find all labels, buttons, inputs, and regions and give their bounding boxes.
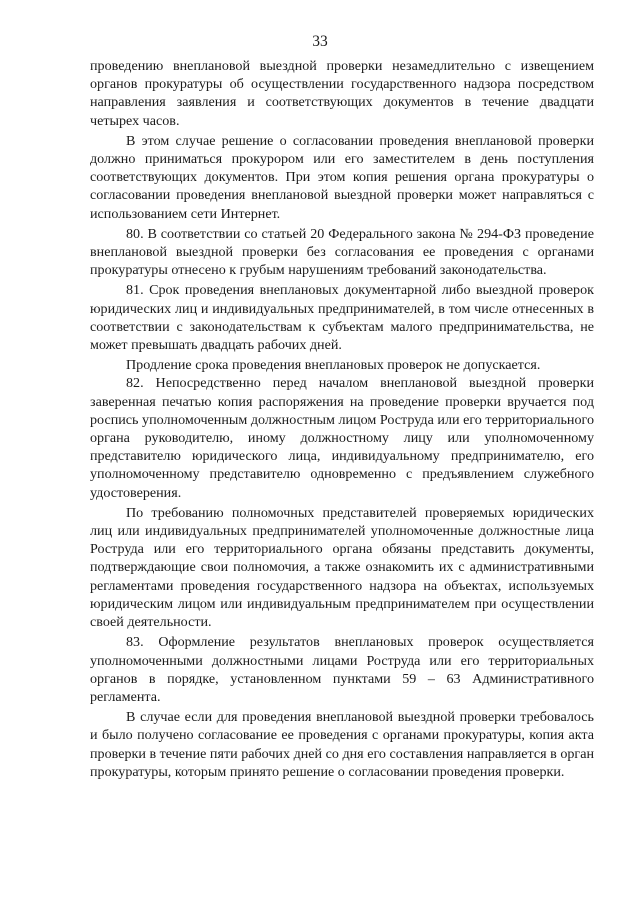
paragraph-clause-83: 83. Оформление результатов внеплановых проверок осуществляется уполномоченными должностными лицами Роструда или его территориальных органов в порядке, установленном пунктами 59 – 63 Административного регламента. [90, 634, 594, 705]
paragraph-continuation: проведению внеплановой выездной проверки незамедлительно с извещением органов прокуратуры об осуществлении государственного надзора посредством направления заявления и соответствующих документов в течение двадцати четырех часов. [90, 58, 594, 129]
page-number: 33 [312, 33, 328, 50]
paragraph-clause-81: 81. Срок проведения внеплановых документарной либо выездной проверок юридических лиц и индивидуальных предпринимателей, в том числе отнесенных в соответствии с законодательствам к субъектам малого предпринимательства, не может превышать двадцать рабочих дней. [90, 282, 594, 354]
paragraph-clause-80: 80. В соответствии со статьей 20 Федерального закона № 294-ФЗ проведение внеплановой выездной проверки без согласования ее проведения с органами прокуратуры отнесено к грубым нарушениям требований законодательства. [90, 225, 594, 279]
paragraph-no-extension: Продление срока проведения внеплановых проверок не допускается. [126, 357, 541, 374]
paragraph-approval-decision: В этом случае решение о согласовании проведения внеплановой проверки должно приниматься прокурором или его заместителем в день поступления соответствующих документов. При этом копия решения органа прокуратуры о согласовании проведения внеплановой выездной проверки может направляться с использованием сети Интернет. [90, 132, 594, 222]
paragraph-representatives-request: По требованию полномочных представителей проверяемых юридических лиц или индивидуальных предпринимателей уполномоченные должностные лица Роструда или его территориального органа обязаны представить документы, подтверждающие свои полномочия, а также ознакомить их с административными регламентами проведения государственного надзора на объектах, используемых юридическим лицом или индивидуальным предпринимателем при осуществлении своей деятельности. [90, 504, 594, 631]
paragraph-clause-82: 82. Непосредственно перед началом внеплановой выездной проверки заверенная печатью копия распоряжения на проведение проверки вручается под роспись уполномоченным должностным лицом Роструда или его территориального органа руководителю, иному должностному лицу или уполномоченному представителю юридического лица, индивидуальному предпринимателю, его уполномоченному представителю одновременно с предъявлением служебного удостоверения. [90, 375, 594, 501]
body-text [90, 57, 594, 781]
paragraph-prosecutor-copy: В случае если для проведения внеплановой выездной проверки требовалось и было получено согласование ее проведения с органами прокуратуры, копия акта проверки в течение пяти рабочих дней со дня его составления направляется в орган прокуратуры, которым принято решение о согласовании проведения проверки. [90, 709, 594, 780]
